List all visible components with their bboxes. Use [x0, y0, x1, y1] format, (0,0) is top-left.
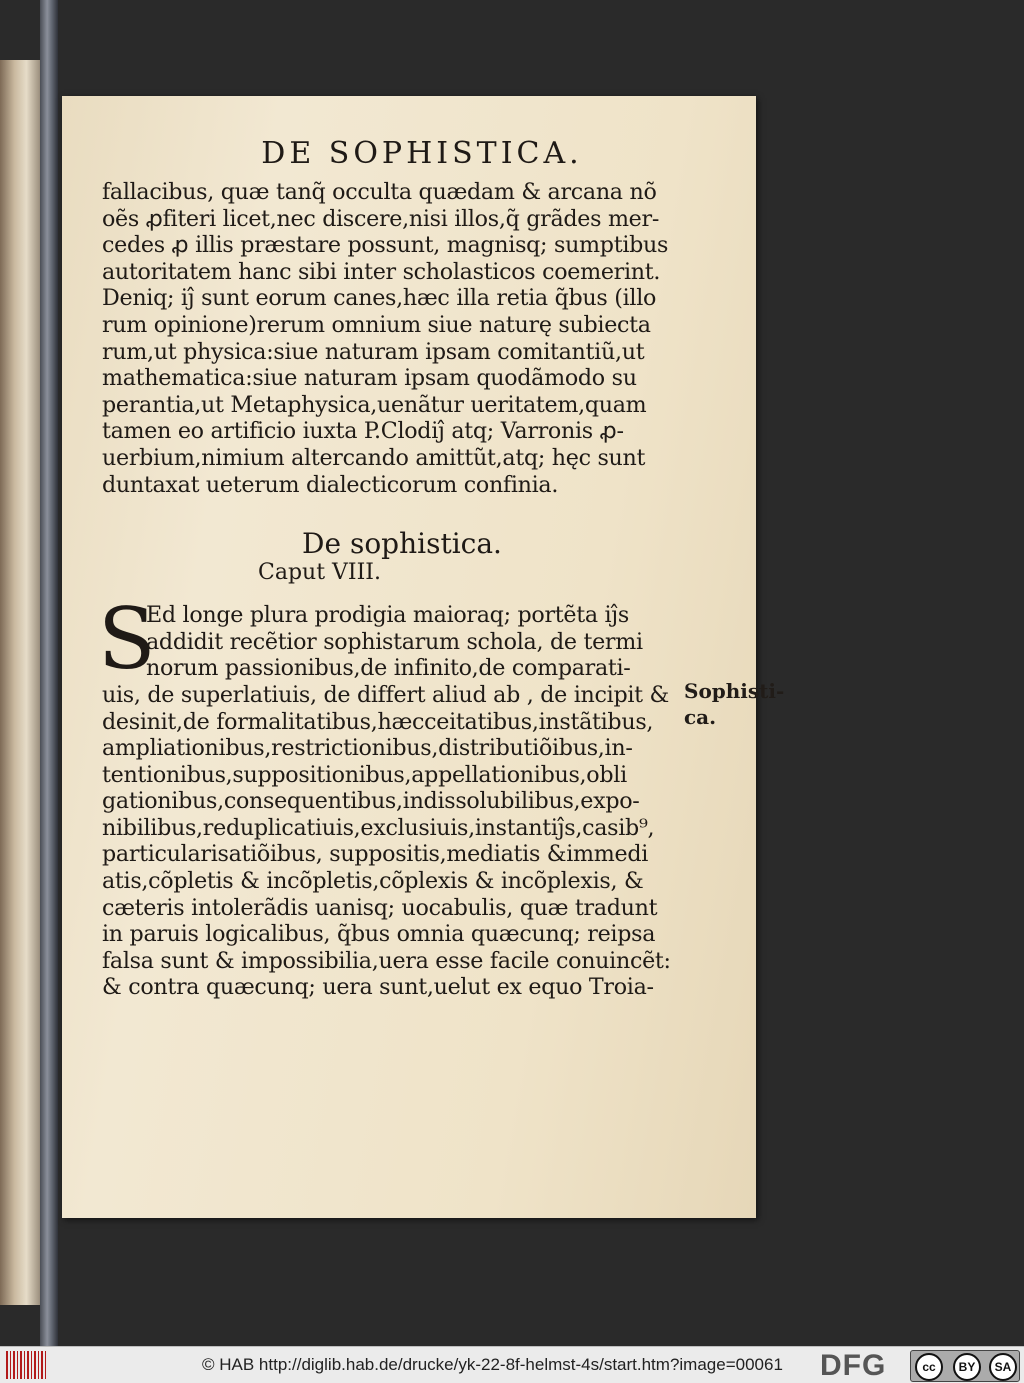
- chapter-text-line: cæteris intolerãdis uanisq; uocabulis, quæ tradunt: [102, 894, 658, 921]
- text-line: fallacibus, quæ tanq̃ occulta quædam & arcana nõ: [102, 179, 657, 205]
- text-line: rum opinione)rerum omnium siue naturę subiecta: [102, 311, 651, 338]
- chapter-text-line: addidit recẽtior sophistarum schola, de termi: [146, 628, 643, 655]
- marginal-note: [684, 678, 784, 730]
- text-line: tamen eo artificio iuxta P.Clodiĵ atq; Varronis ꝓ-: [102, 418, 624, 445]
- text-line: cedes ꝓ illis præstare possunt, magnisq; sumptibus: [102, 232, 669, 259]
- running-head: DE SOPHISTICA.: [261, 136, 583, 171]
- text-line: mathematica:siue naturam ipsam quodãmodo su: [102, 365, 637, 392]
- license-badge[interactable]: [910, 1350, 1020, 1382]
- marginal-note-line: Sophisti-: [684, 679, 785, 703]
- text-line: autoritatem hanc sibi inter scholasticos coemerint.: [102, 258, 661, 285]
- chapter-text-line: & contra quæcunq; uera sunt,uelut ex equo Troia-: [102, 974, 654, 1001]
- paragraph: [102, 179, 702, 498]
- chapter-text-line: norum passionibus,de infinito,de comparati-: [146, 655, 631, 682]
- chapter-text-line: in paruis logicalibus, q̃bus omnia quæcunq; reipsa: [102, 921, 656, 948]
- footer-bar: [0, 1346, 1024, 1383]
- chapter-text-line: gationibus,consequentibus,indissolubilibus,expo-: [102, 788, 640, 815]
- text-line: rum,ut physica:siue naturam ipsam comitantiũ,ut: [102, 338, 645, 365]
- dfg-logo[interactable]: DFG: [820, 1349, 887, 1382]
- chapter-text-line: Ed longe plura prodigia maioraq; portẽta iĵs: [146, 602, 629, 629]
- book-spine: [40, 0, 58, 1346]
- chapter-title: De sophistica.: [302, 527, 502, 561]
- copyright-link[interactable]: © HAB http://diglib.hab.de/drucke/yk-22-8f-helmst-4s/start.htm?image=00061: [202, 1355, 783, 1374]
- text-line: Deniq; iĵ sunt eorum canes,hæc illa retia q̃bus (illo: [102, 285, 657, 312]
- cc-icon: cc: [915, 1353, 943, 1381]
- chapter-text-line: particularisatiõibus, suppositis,mediatis &immedi: [102, 841, 649, 868]
- page-text: [98, 136, 702, 1001]
- marginal-note-line: ca.: [684, 705, 717, 729]
- chapter-subtitle: Caput VIII.: [258, 560, 381, 586]
- text-line: uerbium,nimium altercando amittũt,atq; hęc sunt: [102, 444, 646, 471]
- chapter-text: [98, 590, 702, 1001]
- chapter-text-line: uis, de superlatiuis, de differt aliud ab , de incipit &: [102, 681, 669, 708]
- drop-capital: S: [98, 590, 156, 689]
- sa-icon: SA: [989, 1353, 1017, 1381]
- chapter-body: [102, 602, 702, 1001]
- book-page: [62, 96, 785, 1218]
- chapter-text-line: desinit,de formalitatibus,hæcceitatibus,instãtibus,: [102, 708, 654, 735]
- chapter-text-line: falsa sunt & impossibilia,uera esse facile conuincẽt:: [102, 947, 671, 974]
- chapter-text-line: ampliationibus,restrictionibus,distributiõibus,in-: [102, 735, 633, 762]
- by-icon: BY: [953, 1353, 981, 1381]
- chapter-text-line: atis,cõpletis & incõpletis,cõplexis & incõplexis, &: [102, 868, 644, 895]
- text-line: duntaxat ueterum dialecticorum confinia.: [102, 471, 559, 498]
- chapter-text-line: tentionibus,suppositionibus,appellationibus,obli: [102, 761, 627, 788]
- library-barcode-icon: [6, 1351, 46, 1379]
- chapter-text-line: nibilibus,reduplicatiuis,exclusiuis,instantiĵs,casib⁹,: [102, 814, 655, 841]
- text-line: oẽs ꝓfiteri licet,nec discere,nisi illos,q̃ grãdes mer-: [102, 205, 660, 232]
- text-line: perantia,ut Metaphysica,uenãtur ueritatem,quam: [102, 391, 647, 418]
